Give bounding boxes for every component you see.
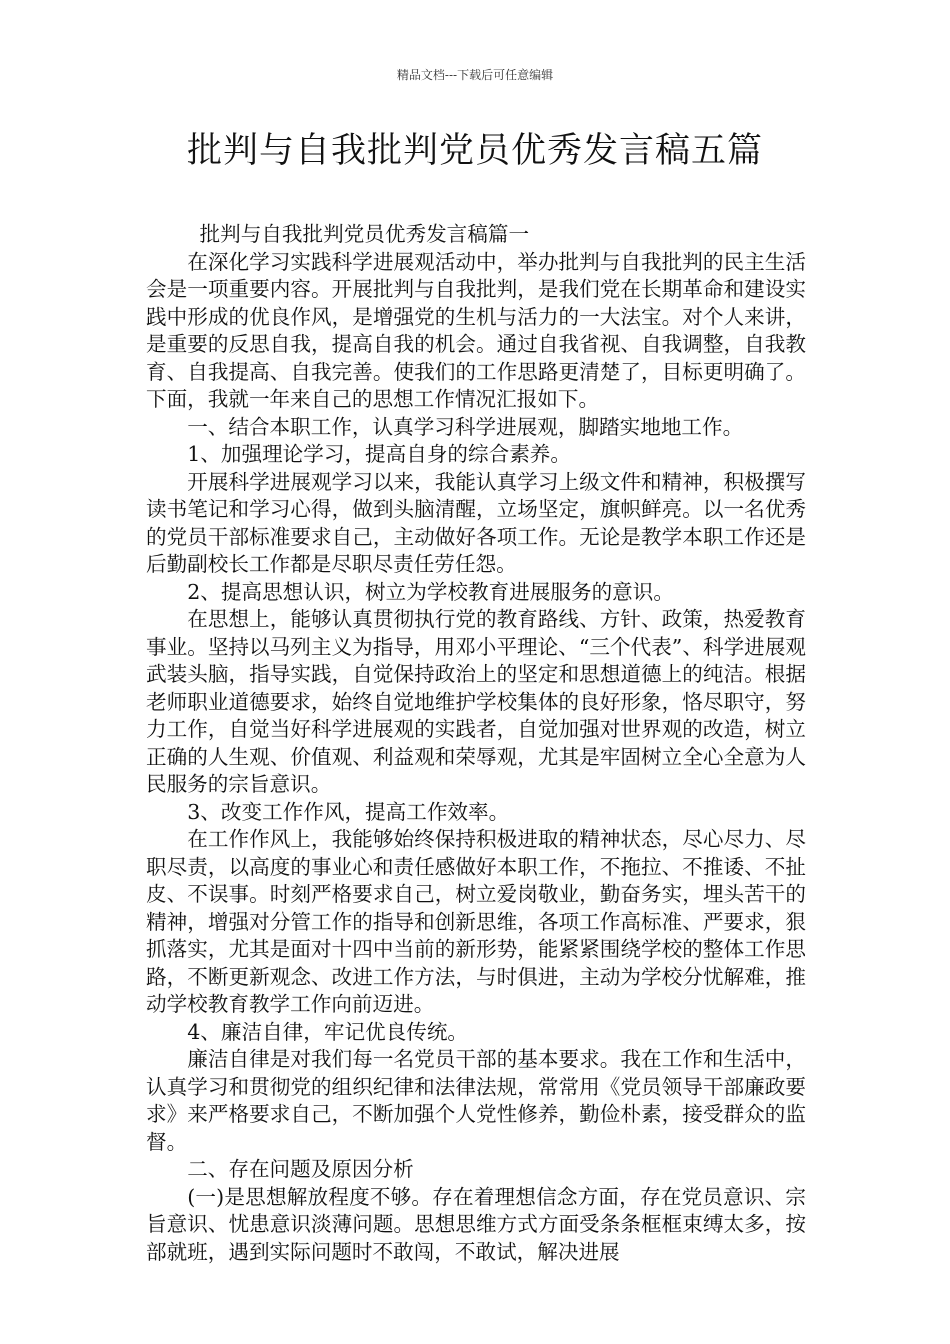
paragraph: 2、提高思想认识，树立为学校教育进展服务的意识。 <box>187 579 674 604</box>
paragraph: 在思想上，能够认真贯彻执行党的教育路线、方针、政策，热爱教育事业。坚持以马列主义为指导，用邓小平理论、“三个代表”、科学进展观武装头脑，指导实践，自觉保持政治上的坚定和思想道德上的纯洁。根据老师职业道德要求，始终自觉地维护学校集体的良好形象，恪尽职守，努力工作，自觉当好科学进展观的实践者，自觉加强对世界观的改造，树立正确的人生观、价值观、利益观和荣辱观，尤其是牢固树立全心全意为人民服务的宗旨意识。 <box>146 607 806 796</box>
paragraph: 廉洁自律是对我们每一名党员干部的基本要求。我在工作和生活中，认真学习和贯彻党的组织纪律和法律法规，常常用《党员领导干部廉政要求》来严格要求自己，不断加强个人党性修养，勤俭朴素，接受群众的监督。 <box>146 1047 806 1154</box>
paragraph: 开展科学进展观学习以来，我能认真学习上级文件和精神，积极撰写读书笔记和学习心得，做到头脑清醒，立场坚定，旗帜鲜亮。以一名优秀的党员干部标准要求自己，主动做好各项工作。无论是教学本职工作还是后勤副校长工作都是尽职尽责任劳任怨。 <box>146 469 806 576</box>
paragraph: 在工作作风上，我能够始终保持积极进取的精神状态，尽心尽力、尽职尽责，以高度的事业心和责任感做好本职工作，不拖拉、不推诿、不扯皮、不误事。时刻严格要求自己，树立爱岗敬业，勤奋务实，埋头苦干的精神，增强对分管工作的指导和创新思维，各项工作高标准、严要求，狠抓落实，尤其是面对十四中当前的新形势，能紧紧围绕学校的整体工作思路，不断更新观念、改进工作方法，与时俱进，主动为学校分忧解难，推动学校教育教学工作向前迈进。 <box>146 827 806 1016</box>
document-title: 批判与自我批判党员优秀发言稿五篇 <box>186 131 763 171</box>
paragraph: (一)是思想解放程度不够。存在着理想信念方面，存在党员意识、宗旨意识、忧患意识淡薄问题。思想思维方式方面受条条框框束缚太多，按部就班，遇到实际问题时不敢闯，不敢试，解决进展 <box>146 1184 806 1264</box>
page-header: 精品文档---下载后可任意编辑 <box>396 68 554 82</box>
paragraph: 3、改变工作作风，提高工作效率。 <box>187 799 510 824</box>
section-heading: 批判与自我批判党员优秀发言稿篇一 <box>199 222 530 246</box>
paragraph: 1、加强理论学习，提高自身的综合素养。 <box>187 442 571 466</box>
paragraph: 4、廉洁自律，牢记优良传统。 <box>187 1019 469 1044</box>
paragraph: 二、存在问题及原因分析 <box>187 1157 414 1181</box>
paragraph: 一、结合本职工作，认真学习科学进展观，脚踏实地地工作。 <box>187 414 744 439</box>
paragraph: 在深化学习实践科学进展观活动中，举办批判与自我批判的民主生活会是一项重要内容。开展批判与自我批判，是我们党在长期革命和建设实践中形成的优良作风，是增强党的生机与活力的一大法宝。对个人来讲，是重要的反思自我，提高自我的机会。通过自我省视、自我调整，自我教育、自我提高、自我完善。使我们的工作思路更清楚了，目标更明确了。下面，我就一年来自己的思想工作情况汇报如下。 <box>146 249 806 411</box>
document-body <box>146 221 806 1266</box>
